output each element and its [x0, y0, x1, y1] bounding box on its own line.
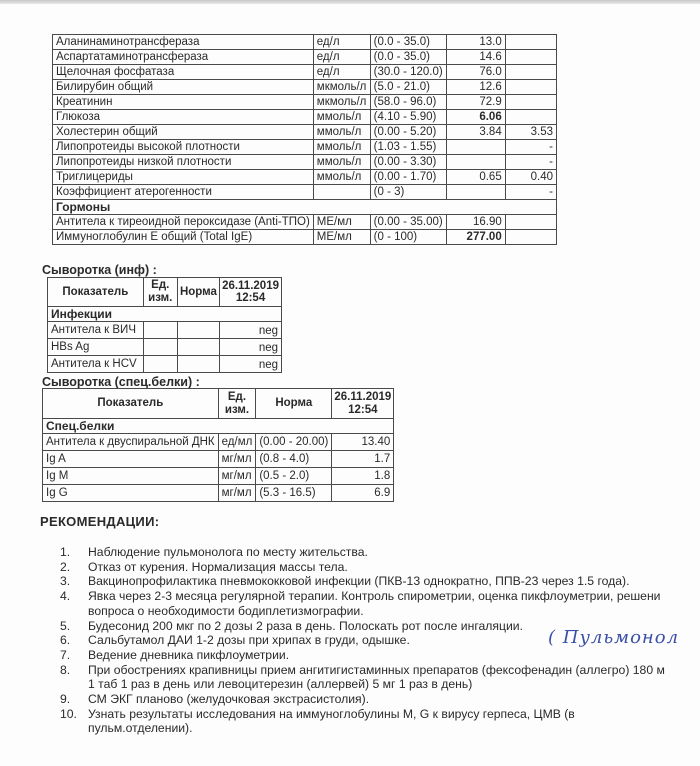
test-unit: ммоль/л: [313, 140, 370, 155]
test-value: 3.84: [446, 125, 505, 140]
recommendation-text: Будесонид 200 мкг по 2 дозы 2 раза в день. Полоскать рот после ингаляции.: [88, 618, 523, 633]
table-row: [43, 485, 394, 502]
test-value-2: -: [505, 185, 556, 200]
table-row: [43, 468, 394, 485]
test-name: Антитела к HCV: [48, 356, 144, 373]
test-norm: (0.00 - 3.30): [370, 155, 446, 170]
test-value-2: [505, 35, 556, 50]
test-value: 6.9: [332, 485, 394, 502]
test-unit: мкмоль/л: [313, 95, 370, 110]
recommendation-text: СМ ЭКГ планово (желудочковая экстрасистолия).: [88, 692, 370, 707]
header-date-value: 26.11.2019: [334, 390, 392, 403]
test-norm: (0.5 - 2.0): [256, 468, 332, 485]
test-norm: (30.0 - 120.0): [370, 65, 446, 80]
test-unit: мг/мл: [218, 485, 256, 502]
header-date: [332, 389, 394, 419]
test-value-2: 0.40: [505, 170, 556, 185]
test-name: Креатинин: [53, 95, 314, 110]
recommendation-text: 1 таб 1 раз в день или левоцитерезин (аллервей) 5 мг 1 раз в день): [88, 677, 473, 692]
test-name: Антитела к двуспиральной ДНК: [43, 434, 219, 451]
table-row: [43, 434, 394, 451]
test-name: Холестерин общий: [53, 125, 314, 140]
test-name: Антитела к тиреоидной пероксидазе (Anti-ТПО): [53, 215, 314, 230]
recommendation-item: [60, 707, 700, 736]
recommendation-number: 10.: [60, 706, 77, 721]
test-value: 6.06: [446, 110, 505, 125]
page-edge: [0, 0, 700, 4]
table-row: [53, 230, 557, 245]
test-unit: мг/мл: [218, 468, 256, 485]
test-name: Билирубин общий: [53, 80, 314, 95]
test-norm: (4.10 - 5.90): [370, 110, 446, 125]
header-norm: Норма: [177, 278, 219, 307]
test-value-2: -: [505, 155, 556, 170]
test-norm: (0.00 - 1.70): [370, 170, 446, 185]
table-row: [53, 95, 557, 110]
test-value: [446, 185, 505, 200]
test-unit: [313, 185, 370, 200]
test-norm: (1.03 - 1.55): [370, 140, 446, 155]
biochemistry-table: [52, 34, 557, 245]
table-row: [53, 110, 557, 125]
test-unit: ед/л: [313, 35, 370, 50]
test-unit: ммоль/л: [313, 110, 370, 125]
recommendation-number: 9.: [60, 692, 71, 707]
test-norm: (0.0 - 35.0): [370, 50, 446, 65]
test-norm: (0.8 - 4.0): [256, 451, 332, 468]
test-unit: мг/мл: [218, 451, 256, 468]
header-indicator: Показатель: [48, 278, 144, 307]
recommendation-number: 3.: [60, 574, 71, 589]
table-row: [48, 356, 282, 373]
test-name: Липопротеиды низкой плотности: [53, 155, 314, 170]
test-norm: (5.0 - 21.0): [370, 80, 446, 95]
handwritten-note: ( Пульмонол: [548, 627, 680, 648]
recommendation-item: [60, 648, 700, 663]
table-row: [48, 322, 282, 339]
table-row: [53, 65, 557, 80]
table-row: [53, 215, 557, 230]
test-name: Глюкоза: [53, 110, 314, 125]
recommendation-number: 6.: [60, 633, 71, 648]
spec-section-title: Сыворотка (спец.белки) :: [42, 375, 200, 389]
test-value: 13.0: [446, 35, 505, 50]
recommendation-text: вопроса о необходимости бодиплетизмографии.: [88, 603, 364, 618]
test-name: Ig A: [43, 451, 219, 468]
test-unit: МЕ/мл: [313, 230, 370, 245]
header-norm: Норма: [256, 389, 332, 419]
test-norm: (0 - 100): [370, 230, 446, 245]
test-value-2: [505, 110, 556, 125]
test-unit: ммоль/л: [313, 155, 370, 170]
test-name: Липопротеиды высокой плотности: [53, 140, 314, 155]
header-date: [220, 278, 282, 307]
test-unit: ед/л: [313, 50, 370, 65]
test-norm: (0.00 - 35.00): [370, 215, 446, 230]
recommendation-number: 5.: [60, 618, 71, 633]
test-norm: (0.00 - 5.20): [370, 125, 446, 140]
test-value-2: 3.53: [505, 125, 556, 140]
test-unit: ед/мл: [218, 434, 256, 451]
test-value-2: [505, 215, 556, 230]
test-norm: (58.0 - 96.0): [370, 95, 446, 110]
table-row: [53, 35, 557, 50]
recommendation-number: 8.: [60, 662, 71, 677]
section-row: [43, 419, 394, 434]
test-unit: ед/л: [313, 65, 370, 80]
header-unit: Ед. изм.: [143, 278, 177, 307]
test-value: 72.9: [446, 95, 505, 110]
test-name: Триглицериды: [53, 170, 314, 185]
test-value-2: [505, 65, 556, 80]
test-value: 0.65: [446, 170, 505, 185]
section-infections: Инфекции: [48, 307, 282, 322]
recommendation-text: При обострениях крапивницы прием ангитигистаминных препаратов (фексофенадин (аллегро) 180 м: [88, 662, 665, 677]
table-row: [53, 50, 557, 65]
test-value-2: [505, 95, 556, 110]
recommendation-text: Явка через 2-3 месяца регулярной терапии. Контроль спирометрии, оценка пикфлоуметрии, решени: [88, 589, 661, 604]
table-row: [53, 185, 557, 200]
test-name: Аланинаминотрансфераза: [53, 35, 314, 50]
test-unit: [143, 356, 177, 373]
test-unit: [143, 322, 177, 339]
recommendation-number: 2.: [60, 559, 71, 574]
recommendation-item: [60, 692, 700, 707]
recommendation-item: [60, 574, 700, 589]
recommendation-item: [60, 560, 700, 575]
test-name: Аспартатаминотрансфераза: [53, 50, 314, 65]
test-value: neg: [220, 356, 282, 373]
test-norm: (5.3 - 16.5): [256, 485, 332, 502]
inf-section-title: Сыворотка (инф) :: [42, 263, 157, 277]
section-row: [53, 200, 557, 215]
test-unit: мкмоль/л: [313, 80, 370, 95]
test-value: 1.8: [332, 468, 394, 485]
recommendation-text: пульм.отделении).: [88, 721, 193, 736]
recommendation-text: Вакцинопрофилактика пневмококковой инфекции (ПКВ-13 однократно, ППВ-23 через 1.5 года).: [88, 574, 630, 589]
test-norm: [177, 339, 219, 356]
test-name: HBs Ag: [48, 339, 144, 356]
test-norm: (0.00 - 20.00): [256, 434, 332, 451]
recommendation-text: Ведение дневника пикфлоуметрии.: [88, 647, 290, 662]
test-value: [446, 140, 505, 155]
table-row: [53, 155, 557, 170]
test-value: 1.7: [332, 451, 394, 468]
section-row: [48, 307, 282, 322]
header-time-value: 12:54: [235, 292, 266, 304]
table-row: [53, 170, 557, 185]
table-row: [53, 140, 557, 155]
recommendation-item: [60, 545, 700, 560]
special-proteins-table: [42, 388, 394, 502]
header-unit: Ед. изм.: [218, 389, 256, 419]
recommendation-text: Наблюдение пульмонолога по месту жительства.: [88, 545, 368, 559]
test-unit: ммоль/л: [313, 125, 370, 140]
test-norm: (0.0 - 35.0): [370, 35, 446, 50]
recommendation-number: 1.: [60, 545, 71, 559]
recommendation-number: 4.: [60, 589, 71, 604]
recommendation-item: [60, 663, 700, 692]
recommendation-number: 7.: [60, 647, 71, 662]
test-norm: (0 - 3): [370, 185, 446, 200]
recommendation-text: Сальбутамол ДАИ 1-2 дозы при хрипах в груди, одышке.: [88, 633, 410, 648]
test-value-2: [505, 230, 556, 245]
test-norm: [177, 322, 219, 339]
test-unit: [143, 339, 177, 356]
test-value-2: [505, 50, 556, 65]
recommendation-item: [60, 589, 700, 618]
test-value: 13.40: [332, 434, 394, 451]
test-value: neg: [220, 339, 282, 356]
table-row: [48, 339, 282, 356]
test-value: [446, 155, 505, 170]
test-value: 277.00: [446, 230, 505, 245]
test-name: Ig G: [43, 485, 219, 502]
test-value-2: -: [505, 140, 556, 155]
header-time-value: 12:54: [348, 403, 378, 416]
test-name: Коэффициент атерогенности: [53, 185, 314, 200]
recommendation-text: Отказ от курения. Нормализация массы тела.: [88, 559, 348, 574]
section-special-proteins: Спец.белки: [43, 419, 394, 434]
table-row: [53, 125, 557, 140]
test-unit: ммоль/л: [313, 170, 370, 185]
test-unit: МЕ/мл: [313, 215, 370, 230]
header-indicator: Показатель: [43, 389, 219, 419]
test-name: Ig M: [43, 468, 219, 485]
test-name: Антитела к ВИЧ: [48, 322, 144, 339]
test-value: 16.90: [446, 215, 505, 230]
test-value-2: [505, 80, 556, 95]
test-name: Иммуноглобулин Е общий (Total IgE): [53, 230, 314, 245]
test-value: 76.0: [446, 65, 505, 80]
header-date-value: 26.11.2019: [222, 280, 279, 292]
table-row: [53, 80, 557, 95]
infections-table: [47, 277, 282, 373]
test-value: 12.6: [446, 80, 505, 95]
test-value: neg: [220, 322, 282, 339]
recommendations-title: РЕКОМЕНДАЦИИ:: [40, 514, 160, 529]
test-name: Щелочная фосфатаза: [53, 65, 314, 80]
table-row: [43, 451, 394, 468]
section-hormones: Гормоны: [53, 200, 557, 215]
test-norm: [177, 356, 219, 373]
test-value: 14.6: [446, 50, 505, 65]
recommendation-text: Узнать результаты исследования на иммуноглобулины M, G к вирусу герпеса, ЦМВ (в: [88, 706, 575, 721]
